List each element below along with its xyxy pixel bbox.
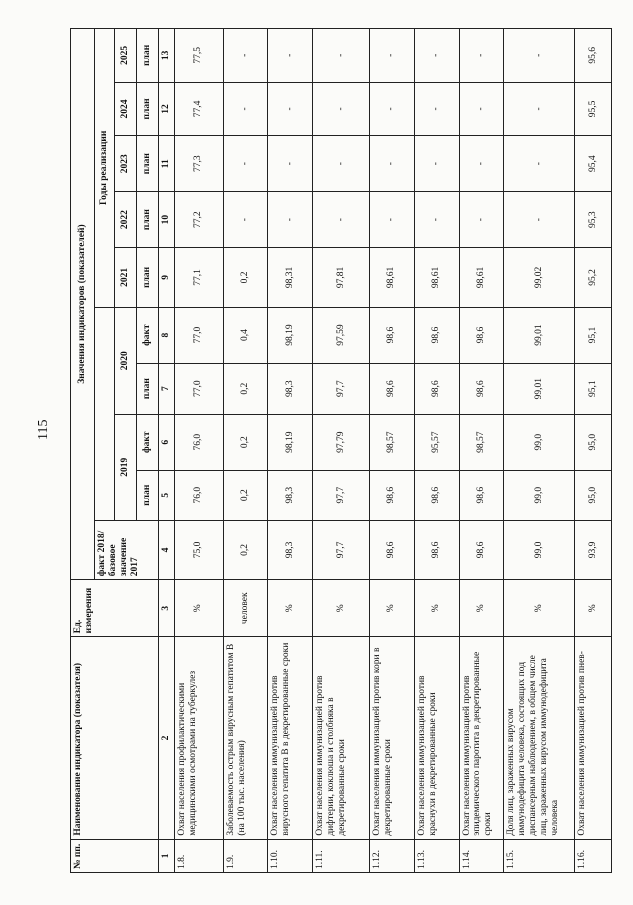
row-num: 1.13.: [414, 839, 459, 872]
col-number: 10: [159, 192, 175, 248]
cell-value: -: [459, 136, 504, 192]
cell-value: -: [268, 192, 313, 248]
header-2024: 2024: [115, 82, 137, 136]
cell-value: -: [223, 29, 268, 83]
cell-value: 77,1: [175, 248, 224, 308]
cell-value: 77,4: [175, 82, 224, 136]
cell-value: 97,59: [313, 307, 370, 363]
cell-value: -: [370, 136, 415, 192]
cell-value: -: [414, 82, 459, 136]
cell-value: 98,61: [414, 248, 459, 308]
row-name: Охват населения иммунизацией против кори в декретированные сроки: [370, 637, 415, 839]
table-row: [504, 29, 575, 873]
col-number: 6: [159, 414, 175, 470]
cell-value: -: [268, 29, 313, 83]
row-num: 1.14.: [459, 839, 504, 872]
row-unit: %: [268, 580, 313, 637]
cell-value: 77,2: [175, 192, 224, 248]
header-2022: 2022: [115, 192, 137, 248]
cell-value: 0,2: [223, 248, 268, 308]
col-number: 4: [159, 520, 175, 580]
cell-value: 0,4: [223, 307, 268, 363]
cell-value: -: [370, 82, 415, 136]
cell-value: -: [313, 82, 370, 136]
cell-value: -: [223, 82, 268, 136]
col-number: 1: [159, 839, 175, 872]
header-fact: факт: [137, 414, 159, 470]
cell-value: 98,6: [459, 363, 504, 414]
header-unit: Ед. измерения: [71, 580, 159, 637]
cell-value: 0,2: [223, 470, 268, 520]
cell-value: -: [414, 29, 459, 83]
header-num: № пп.: [71, 839, 159, 872]
col-number: 11: [159, 136, 175, 192]
column-number-row: [159, 29, 175, 873]
header-plan: план: [137, 248, 159, 308]
table-row: [175, 29, 224, 873]
cell-value: 98,3: [268, 363, 313, 414]
cell-value: 77,5: [175, 29, 224, 83]
cell-value: 97,7: [313, 363, 370, 414]
cell-value: 98,19: [268, 307, 313, 363]
table-row: [414, 29, 459, 873]
cell-value: 98,61: [370, 248, 415, 308]
header-plan: план: [137, 363, 159, 414]
cell-value: 95,3: [575, 192, 612, 248]
cell-value: 95,4: [575, 136, 612, 192]
col-number: 7: [159, 363, 175, 414]
cell-value: 98,6: [414, 363, 459, 414]
cell-value: 95,2: [575, 248, 612, 308]
header-2025: 2025: [115, 29, 137, 83]
header-plan: план: [137, 192, 159, 248]
row-unit: человек: [223, 580, 268, 637]
row-num: 1.11.: [313, 839, 370, 872]
cell-value: 99,01: [504, 363, 575, 414]
header-base: факт 2018/базовое значение 2017: [95, 520, 159, 580]
cell-value: -: [223, 136, 268, 192]
header-name: Наименование индикатора (показателя): [71, 637, 159, 839]
cell-value: 95,0: [575, 470, 612, 520]
cell-value: 97,7: [313, 470, 370, 520]
row-name: Охват населения профилактическими медицинскими осмотрами на туберкулез: [175, 637, 224, 839]
header-values-group: Значения индикаторов (показателей): [71, 29, 95, 580]
cell-value: 77,3: [175, 136, 224, 192]
cell-value: 97,7: [313, 520, 370, 580]
cell-value: 95,1: [575, 307, 612, 363]
cell-value: 0,2: [223, 520, 268, 580]
row-num: 1.10.: [268, 839, 313, 872]
cell-value: 98,6: [459, 470, 504, 520]
cell-value: 99,0: [504, 520, 575, 580]
row-unit: %: [575, 580, 612, 637]
cell-value: 99,0: [504, 470, 575, 520]
cell-value: -: [313, 29, 370, 83]
cell-value: -: [504, 136, 575, 192]
cell-value: -: [268, 136, 313, 192]
cell-value: 99,02: [504, 248, 575, 308]
cell-value: 98,31: [268, 248, 313, 308]
cell-value: 98,6: [370, 307, 415, 363]
cell-value: 98,6: [414, 470, 459, 520]
rotated-table-wrapper: [70, 28, 612, 873]
cell-value: 0,2: [223, 414, 268, 470]
row-name: Охват населения иммунизацией против эпидемического паротита в декретированные сроки: [459, 637, 504, 839]
cell-value: 98,3: [268, 470, 313, 520]
cell-value: 95,57: [414, 414, 459, 470]
indicators-table: [70, 28, 612, 873]
header-2019: 2019: [115, 414, 137, 520]
header-fact: факт: [137, 307, 159, 363]
row-name: Охват населения иммунизацией против дифтерии, коклюша и столбняка в декретированные сроки: [313, 637, 370, 839]
row-name: Заболеваемость острым вирусным гепатитом В (на 100 тыс. населения): [223, 637, 268, 839]
col-number: 8: [159, 307, 175, 363]
cell-value: -: [459, 82, 504, 136]
cell-value: 98,6: [459, 520, 504, 580]
cell-value: 77,0: [175, 307, 224, 363]
row-num: 1.16.: [575, 839, 612, 872]
cell-value: -: [414, 192, 459, 248]
cell-value: 98,6: [370, 470, 415, 520]
cell-value: -: [459, 29, 504, 83]
cell-value: 99,0: [504, 414, 575, 470]
cell-value: 98,6: [459, 307, 504, 363]
col-number: 3: [159, 580, 175, 637]
cell-value: 98,57: [370, 414, 415, 470]
cell-value: -: [370, 29, 415, 83]
row-num: 1.9.: [223, 839, 268, 872]
table-row: [370, 29, 415, 873]
cell-value: 97,79: [313, 414, 370, 470]
col-number: 13: [159, 29, 175, 83]
cell-value: 99,01: [504, 307, 575, 363]
table-row: [575, 29, 612, 873]
row-num: 1.12.: [370, 839, 415, 872]
table-row: [223, 29, 268, 873]
cell-value: 97,81: [313, 248, 370, 308]
cell-value: 98,6: [414, 307, 459, 363]
row-name: Доля лиц, зараженных вирусом иммунодефицита человека, состоящих под диспансерным наблюдением, в общем числе лиц, зараженных вирусом иммунодефицита человека: [504, 637, 575, 839]
cell-value: 98,61: [459, 248, 504, 308]
cell-value: -: [313, 136, 370, 192]
cell-value: 77,0: [175, 363, 224, 414]
cell-value: -: [223, 192, 268, 248]
table-row: [313, 29, 370, 873]
page-number: 115: [36, 419, 51, 440]
header-plan: план: [137, 136, 159, 192]
header-2021: 2021: [115, 248, 137, 308]
header-plan: план: [137, 29, 159, 83]
cell-value: 95,0: [575, 414, 612, 470]
col-number: 5: [159, 470, 175, 520]
header-2023: 2023: [115, 136, 137, 192]
cell-value: 95,1: [575, 363, 612, 414]
row-name: Охват населения иммунизацией против пнев-: [575, 637, 612, 839]
row-unit: %: [175, 580, 224, 637]
cell-value: -: [370, 192, 415, 248]
cell-value: 98,6: [370, 363, 415, 414]
cell-value: 0,2: [223, 363, 268, 414]
header-realization-years: Годы реализации: [95, 29, 115, 308]
row-unit: %: [504, 580, 575, 637]
cell-value: -: [459, 192, 504, 248]
cell-value: 98,6: [414, 520, 459, 580]
col-number: 2: [159, 637, 175, 839]
header-plan: план: [137, 470, 159, 520]
row-name: Охват населения иммунизацией против вирусного гепатита В в декретированные сроки: [268, 637, 313, 839]
header-2020: 2020: [115, 307, 137, 414]
cell-value: 98,3: [268, 520, 313, 580]
cell-value: 95,6: [575, 29, 612, 83]
row-num: 1.15.: [504, 839, 575, 872]
cell-value: -: [313, 192, 370, 248]
row-unit: %: [313, 580, 370, 637]
cell-value: 93,9: [575, 520, 612, 580]
cell-value: 75,0: [175, 520, 224, 580]
col-number: 12: [159, 82, 175, 136]
cell-value: -: [268, 82, 313, 136]
row-name: Охват населения иммунизацией против краснухи в декретированные сроки: [414, 637, 459, 839]
cell-value: -: [504, 82, 575, 136]
cell-value: -: [414, 136, 459, 192]
cell-value: 98,19: [268, 414, 313, 470]
row-unit: %: [414, 580, 459, 637]
cell-value: 95,5: [575, 82, 612, 136]
row-unit: %: [370, 580, 415, 637]
cell-value: 76,0: [175, 470, 224, 520]
cell-value: 76,0: [175, 414, 224, 470]
cell-value: 98,6: [370, 520, 415, 580]
row-unit: %: [459, 580, 504, 637]
cell-value: -: [504, 29, 575, 83]
col-number: 9: [159, 248, 175, 308]
cell-value: 98,57: [459, 414, 504, 470]
cell-value: -: [504, 192, 575, 248]
row-num: 1.8.: [175, 839, 224, 872]
table-row: [268, 29, 313, 873]
table-row: [459, 29, 504, 873]
header-plan: план: [137, 82, 159, 136]
